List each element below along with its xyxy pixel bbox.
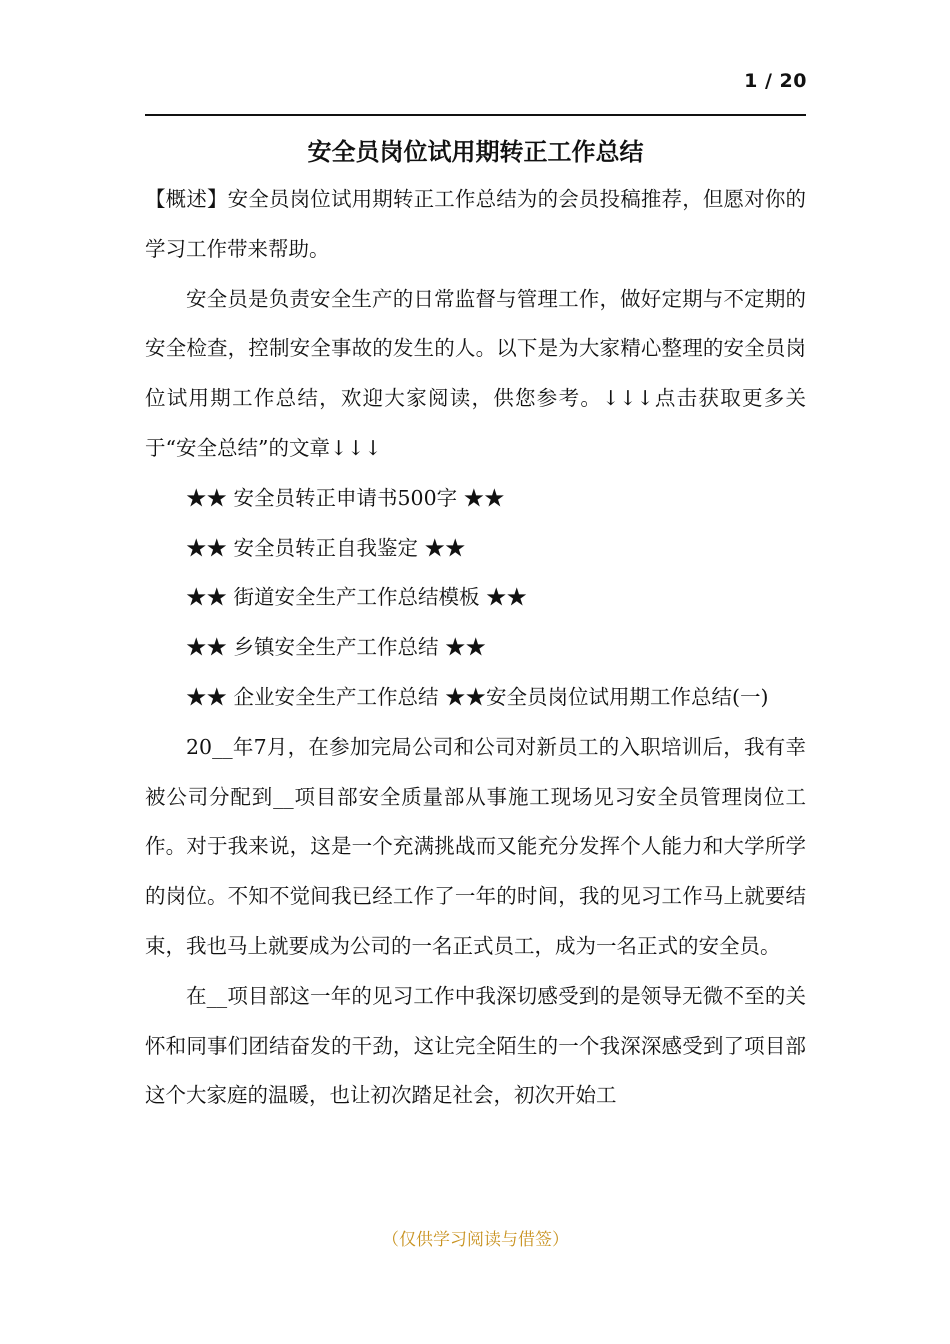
related-link-1[interactable]: ★★ 安全员转正申请书500字 ★★	[186, 485, 505, 510]
summary-paragraph: 【概述】安全员岗位试用期转正工作总结为的会员投稿推荐，但愿对你的学习工作带来帮助。	[145, 187, 806, 261]
document-body	[145, 175, 806, 1121]
intro-paragraph: 安全员是负责安全生产的日常监督与管理工作，做好定期与不定期的安全检查，控制安全事故的发生的人。以下是为大家精心整理的安全员岗位试用期工作总结，欢迎大家阅读，供您参考。↓↓↓点击获取更多关于“安全总结”的文章↓↓↓	[145, 286, 806, 460]
related-link-5[interactable]: ★★ 企业安全生产工作总结 ★★安全员岗位试用期工作总结(一)	[186, 684, 769, 709]
document-title: 安全员岗位试用期转正工作总结	[307, 138, 644, 166]
footer-note: （仅供学习阅读与借签）	[382, 1230, 569, 1250]
header-divider	[145, 114, 806, 116]
related-link-4[interactable]: ★★ 乡镇安全生产工作总结 ★★	[186, 635, 487, 660]
related-link-3[interactable]: ★★ 街道安全生产工作总结模板 ★★	[186, 585, 528, 610]
body-paragraph-1: 20__年7月，在参加完局公司和公司对新员工的入职培训后，我有幸被公司分配到__项目部安全质量部从事施工现场见习安全员管理岗位工作。对于我来说，这是一个充满挑战而又能充分发挥个人能力和大学所学的岗位。不知不觉间我已经工作了一年的时间，我的见习工作马上就要结束，我也马上就要成为公司的一名正式员工，成为一名正式的安全员。	[145, 734, 806, 958]
body-paragraph-2: 在__项目部这一年的见习工作中我深切感受到的是领导无微不至的关怀和同事们团结奋发的干劲，这让完全陌生的一个我深深感受到了项目部这个大家庭的温暖，也让初次踏足社会，初次开始工	[145, 983, 806, 1108]
page-number: 1 / 20	[744, 70, 807, 92]
related-link-2[interactable]: ★★ 安全员转正自我鉴定 ★★	[186, 535, 466, 560]
